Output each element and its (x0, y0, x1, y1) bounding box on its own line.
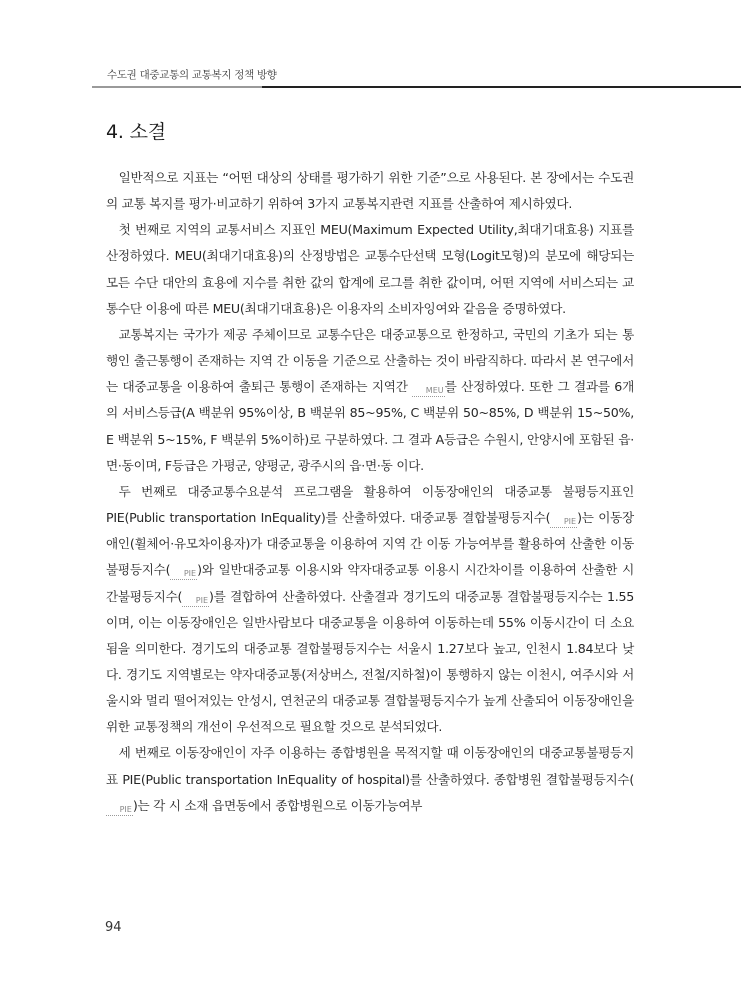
paragraph-text: )를 결합하여 산출하였다. 산출결과 경기도의 대중교통 결합불평등지수는 1.55이며, 이는 이동장애인은 일반사람보다 대중교통을 이용하여 이동하는데 55% 이동시간이 더 소요됨을 의미한다. 경기도의 대중교통 결합불평등지수는 서울시 1.27보다 높고, 인천시 1.84보다 낮다. 경기도 지역별로는 약자대중교통(저상버스, 전철/지하철)이 통행하지 않는 이천시, 여주시와 서울시와 멀리 떨어져있는 안성시, 연천군의 대중교통 결합불평등지수가 높게 산출되어 이동장애인을 위한 교통정책의 개선이 우선적으로 필요할 것으로 분석되었다. (106, 588, 634, 735)
paragraph-hospital (106, 740, 634, 818)
paragraph-text: 를 산정하였다. 또한 그 결과를 6개의 서비스등급(A 백분위 95%이상, B 백분위 85~95%, C 백분위 50~85%, D 백분위 15~50%, E 백분위 5~15%, F 백분위 5%이하)로 구분하였다. 그 결과 A등급은 수원시, 안양시에 포함된 읍·면·동이며, F등급은 가평군, 양평군, 광주시의 읍·면·동 이다. (106, 379, 634, 473)
formula-symbol: PIE (170, 568, 197, 580)
body-text (106, 165, 634, 819)
formula-symbol: PIE (182, 595, 209, 607)
section-title: 4. 소결 (106, 121, 166, 143)
paragraph-pie (106, 479, 634, 741)
paragraph-intro: 일반적으로 지표는 “어떤 대상의 상태를 평가하기 위한 기준”으로 사용된다. 본 장에서는 수도권의 교통 복지를 평가·비교하기 위하여 3가지 교통복지관련 지표를 산출하여 제시하였다. (106, 170, 634, 212)
formula-symbol: PIE (550, 516, 577, 528)
paragraph-text: )와 일반대중교통 이용시와 약자대중교통 이용시 시간차이를 이용하여 산출한 시간불평등지수( (106, 562, 634, 604)
page-number: 94 (105, 920, 122, 935)
paragraph-text: 두 번째로 대중교통수요분석 프로그램을 활용하여 이동장애인의 대중교통 불평등지표인 PIE(Public transportation InEquality)를 산출하였다. 대중교통 결합불평등지수( (106, 483, 634, 526)
formula-symbol: MEU (412, 385, 444, 397)
paragraph-text: 교통복지는 국가가 제공 주체이므로 교통수단은 대중교통으로 한정하고, 국민의 기초가 되는 통행인 출근통행이 존재하는 지역 간 이동을 기준으로 산출하는 것이 바람직하다. 따라서 본 연구에서는 대중교통을 이용하여 출퇴근 통행이 존재하는 지역간 (106, 326, 634, 395)
paragraph-text: 세 번째로 이동장애인이 자주 이용하는 종합병원을 목적지할 때 이동장애인의 대중교통불평등지표 PIE(Public transportation InEquality of hospital)를 산출하였다. 종합병원 결합불평등지수( (106, 745, 634, 787)
running-header: 수도권 대중교통의 교통복지 정책 방향 (107, 69, 277, 81)
formula-symbol: PIE (106, 804, 133, 816)
paragraph-transport-welfare (106, 322, 634, 479)
header-rule-accent (92, 86, 262, 88)
paragraph-text: )는 각 시 소재 읍면동에서 종합병원으로 이동가능여부 (132, 797, 423, 813)
paragraph-meu: 첫 번째로 지역의 교통서비스 지표인 MEU(Maximum Expected Utility,최대기대효용) 지표를 산정하였다. MEU(최대기대효용)의 산정방법은 교통수단선택 모형(Logit모형)의 분모에 해당되는 모든 수단 대안의 효용에 지수를 취한 값의 합계에 로그를 취한 값이며, 어떤 지역에 서비스되는 교통수단 이용에 따른 MEU(최대기대효용)은 이용자의 소비자잉여와 같음을 증명하였다. (106, 222, 634, 316)
paragraph-text: )는 이동장애인(휠체어·유모차이용자)가 대중교통을 이용하여 지역 간 이동 가능여부를 활용하여 산출한 이동불평등지수( (106, 510, 634, 578)
